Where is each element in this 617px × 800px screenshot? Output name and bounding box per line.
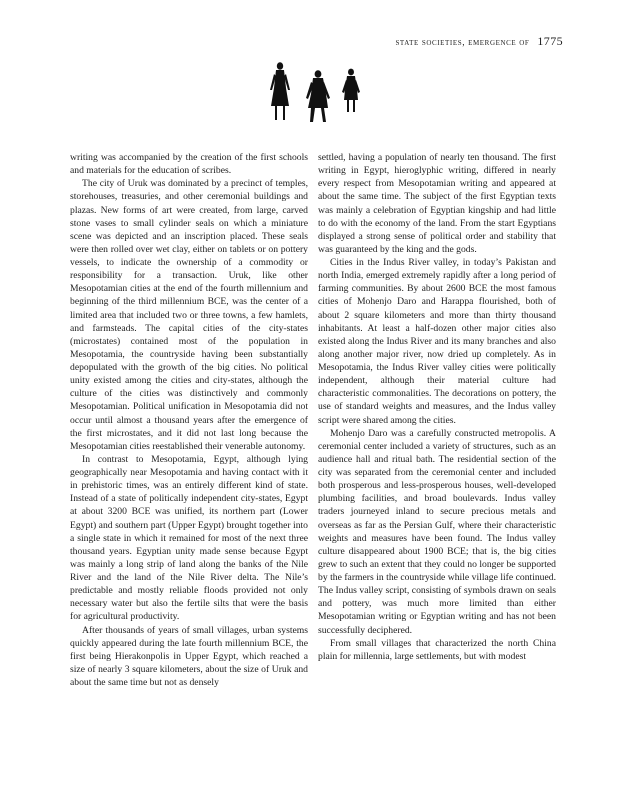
right-column bbox=[318, 151, 556, 663]
paragraph: From small villages that characterized the north China plain for millennia, large settlements, but with modest bbox=[318, 637, 556, 662]
paragraph: settled, having a population of nearly ten thousand. The first writing in Egypt, hieroglyphic writing, differed in nearly every respect from Mesopotamian writing and appeared at about the same time. The subject of the first Egyptian texts was mainly a celebration of Egyptian kingship and had little to do with the economy of the land. From the start Egyptians displayed a strong sense of political order and stability that was guaranteed by the king and the gods. bbox=[318, 152, 556, 255]
page-number: 1775 bbox=[537, 34, 563, 48]
paragraph: After thousands of years of small villages, urban systems quickly appeared during the late fourth millennium BCE, the first being Hierakonpolis in Upper Egypt, which reached a size of nearly 3 square kilometers, about the size of Uruk and about the same time but not as densely bbox=[70, 624, 308, 688]
paragraph: Mohenjo Daro was a carefully constructed metropolis. A ceremonial center included a variety of structures, such as an audience hall and ritual bath. The residential section of the city was separated from the ceremonial center and included both prosperous and less-prosperous houses, well-developed plumbing facilities, and broad boulevards. Indus valley traders journeyed inland to secure precious metals and overseas as far as the Persian Gulf, where their characteristic weights and measures have been found. The Indus valley culture disappeared about 1900 BCE; that is, the big cities grew to such an extent that they could no longer be supported by the farmers in the countryside while village life continued. The Indus valley script, consisting of symbols drawn on seals and pottery, was much more limited than either Mesopotamian writing or Egyptian writing and has not been successfully deciphered. bbox=[318, 427, 556, 636]
paragraph: Cities in the Indus River valley, in today’s Pakistan and north India, emerged extremely rapidly after a long period of farming communities. By about 2600 BCE the most famous cities of Mohenjo Daro and Harappa flourished, both of about 2 square kilometers and more than thirty thousand inhabitants. At least a half-dozen other major cities also existed along the Indus River and its many branches and also along another major river, now dried up completely. As in Mesopotamia, the Indus River valley cities were politically independent, although their material culture had characteristic commonalities. The decorations on pottery, the use of standard weights and measures, and the Indus valley script were shared among the cities. bbox=[318, 257, 556, 426]
running-head bbox=[395, 34, 563, 49]
paragraph: writing was accompanied by the creation of the first schools and materials for the education of scribes. bbox=[70, 152, 308, 177]
left-column bbox=[70, 151, 308, 689]
decorative-figures-icon bbox=[258, 60, 368, 132]
paragraph: The city of Uruk was dominated by a precinct of temples, storehouses, treasuries, and other ceremonial buildings and plazas. New forms of art were created, from large, carved stone vases to small cylinder seals on which a miniature scene was depicted and an inscription placed. These seals were then rolled over wet clay, either on tablets or on pottery vessels, to indicate the ownership of a commodity or responsibility for a transaction. Uruk, like other Mesopotamian cities at the end of the fourth millennium and beginning of the third millennium BCE, was the center of a limited area that included two or three towns, a few hamlets, and farmsteads. The capital cities of the city-states (microstates) contained most of the population in Mesopotamia, the countryside having been substantially depopulated with the growth of the big cities. No political unity existed among the cities and city-states, although the culture of the cities was distinctively and commonly Mesopotamian. Political unification in Mesopotamia did not occur until almost a thousand years after the emergence of the first microstates, and it did not last long because the Mesopotamian cities reestablished their venerable autonomy. bbox=[70, 178, 308, 452]
running-title: state societies, emergence of bbox=[395, 38, 530, 48]
paragraph: In contrast to Mesopotamia, Egypt, although lying geographically near Mesopotamia and having contact with it in prehistoric times, was an entirely different kind of state. Instead of a state of politically independent city-states, Egypt at about 3200 BCE was unified, its northern part (Lower Egypt) and southern part (Upper Egypt) brought together into a single state in which it remained for most of the next three thousand years. Egyptian unity made sense because Egypt was mainly a long strip of land along the banks of the Nile River and the land of the Nile River delta. The Nile’s predictable and mostly reliable floods provided not only necessary water but also the fertile silts that were the basis for agricultural productivity. bbox=[70, 453, 308, 623]
